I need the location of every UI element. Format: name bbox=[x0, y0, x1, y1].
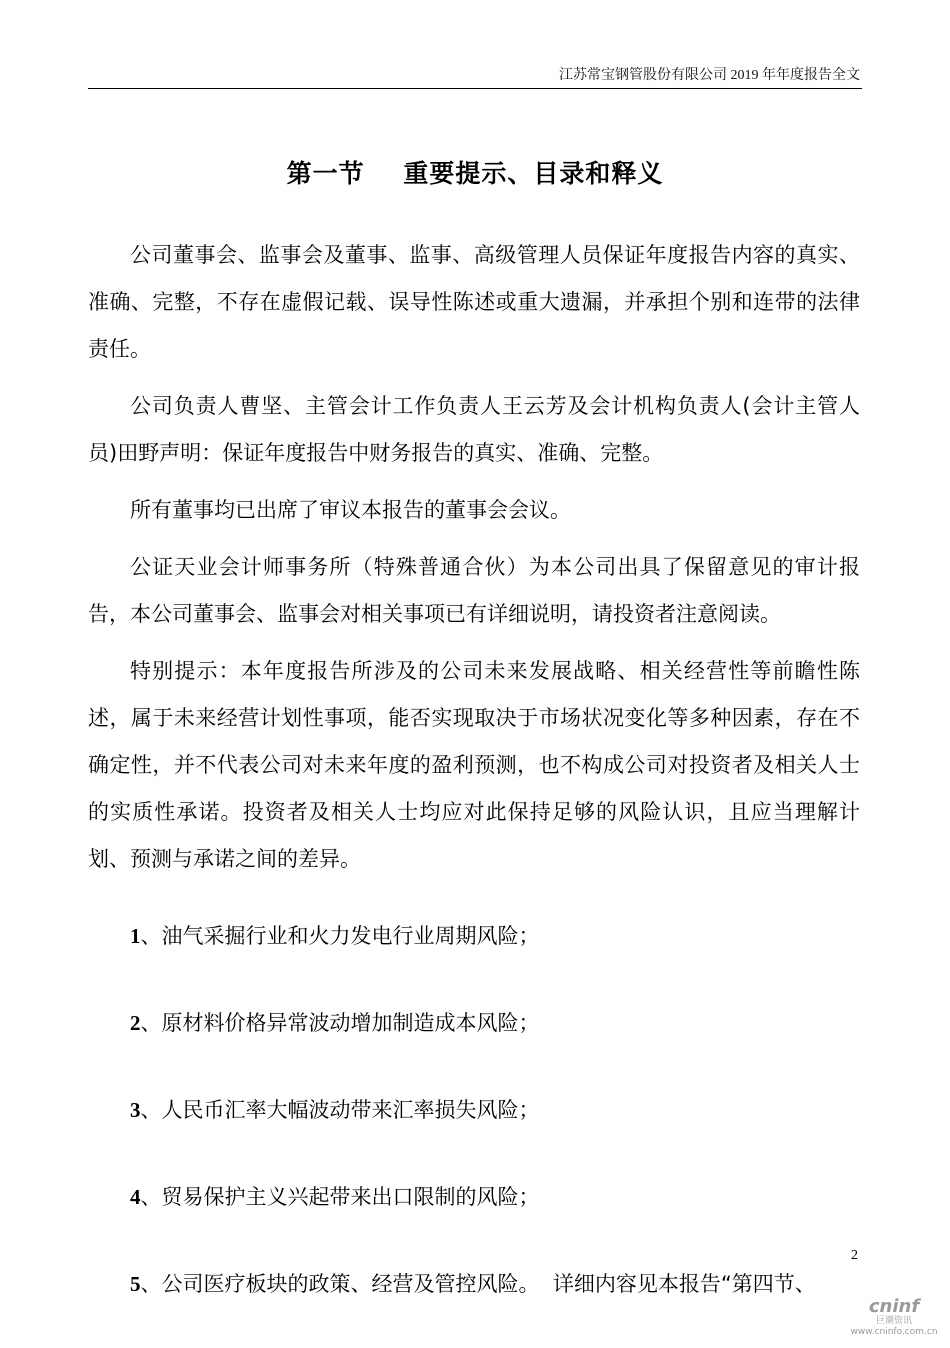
section-title: 第一节 重要提示、目录和释义 bbox=[286, 159, 664, 188]
header-divider bbox=[88, 88, 862, 89]
document-body bbox=[88, 232, 860, 1348]
risk-number: 5 bbox=[130, 1272, 141, 1296]
cninf-watermark bbox=[844, 1298, 944, 1338]
watermark-brand: cninf bbox=[868, 1296, 920, 1317]
risk-number: 2 bbox=[130, 1011, 141, 1035]
risk-number: 3 bbox=[130, 1098, 141, 1122]
risk-text: 、贸易保护主义兴起带来出口限制的风险； bbox=[140, 1185, 540, 1209]
page-number: 2 bbox=[851, 1248, 858, 1263]
risk-item-1 bbox=[88, 913, 860, 960]
risk-text: 、人民币汇率大幅波动带来汇率损失风险； bbox=[140, 1098, 540, 1122]
risk-text: 、油气采掘行业和火力发电行业周期风险； bbox=[140, 924, 540, 948]
paragraph-directors-attendance: 所有董事均已出席了审议本报告的董事会会议。 bbox=[130, 498, 571, 522]
watermark-cn: 巨潮资讯 bbox=[875, 1316, 912, 1326]
paragraph-special-notice: 特别提示：本年度报告所涉及的公司未来发展战略、相关经营性等前瞻性陈述，属于未来经营计划性事项，能否实现取决于市场状况变化等多种因素，存在不确定性，并不代表公司对未来年度的盈利预测，也不构成公司对投资者及相关人士的实质性承诺。投资者及相关人士均应对此保持足够的风险认识，且应当理解计划、预测与承诺之间的差异。 bbox=[88, 659, 860, 871]
risk-item-3 bbox=[88, 1087, 860, 1134]
risk-text: 、原材料价格异常波动增加制造成本风险； bbox=[140, 1011, 540, 1035]
risk-number: 1 bbox=[130, 924, 141, 948]
risk-item-4 bbox=[88, 1174, 860, 1221]
risk-text: 、公司医疗板块的政策、经营及管控风险。 详细内容见本报告“第四节、 bbox=[140, 1272, 816, 1296]
risk-item-2 bbox=[88, 1000, 860, 1047]
running-header: 江苏常宝钢管股份有限公司 2019 年年度报告全文 bbox=[559, 68, 860, 83]
watermark-url: www.cninfo.com.cn bbox=[850, 1327, 938, 1337]
risk-item-5 bbox=[88, 1261, 860, 1308]
paragraph-board-statement: 公司董事会、监事会及董事、监事、高级管理人员保证年度报告内容的真实、准确、完整，不存在虚假记载、误导性陈述或重大遗漏，并承担个别和连带的法律责任。 bbox=[88, 243, 860, 361]
paragraph-responsible-persons: 公司负责人曹坚、主管会计工作负责人王云芳及会计机构负责人(会计主管人员)田野声明：保证年度报告中财务报告的真实、准确、完整。 bbox=[88, 394, 860, 465]
risk-number: 4 bbox=[130, 1185, 141, 1209]
paragraph-audit-opinion: 公证天业会计师事务所（特殊普通合伙）为本公司出具了保留意见的审计报告，本公司董事会、监事会对相关事项已有详细说明，请投资者注意阅读。 bbox=[88, 555, 860, 626]
